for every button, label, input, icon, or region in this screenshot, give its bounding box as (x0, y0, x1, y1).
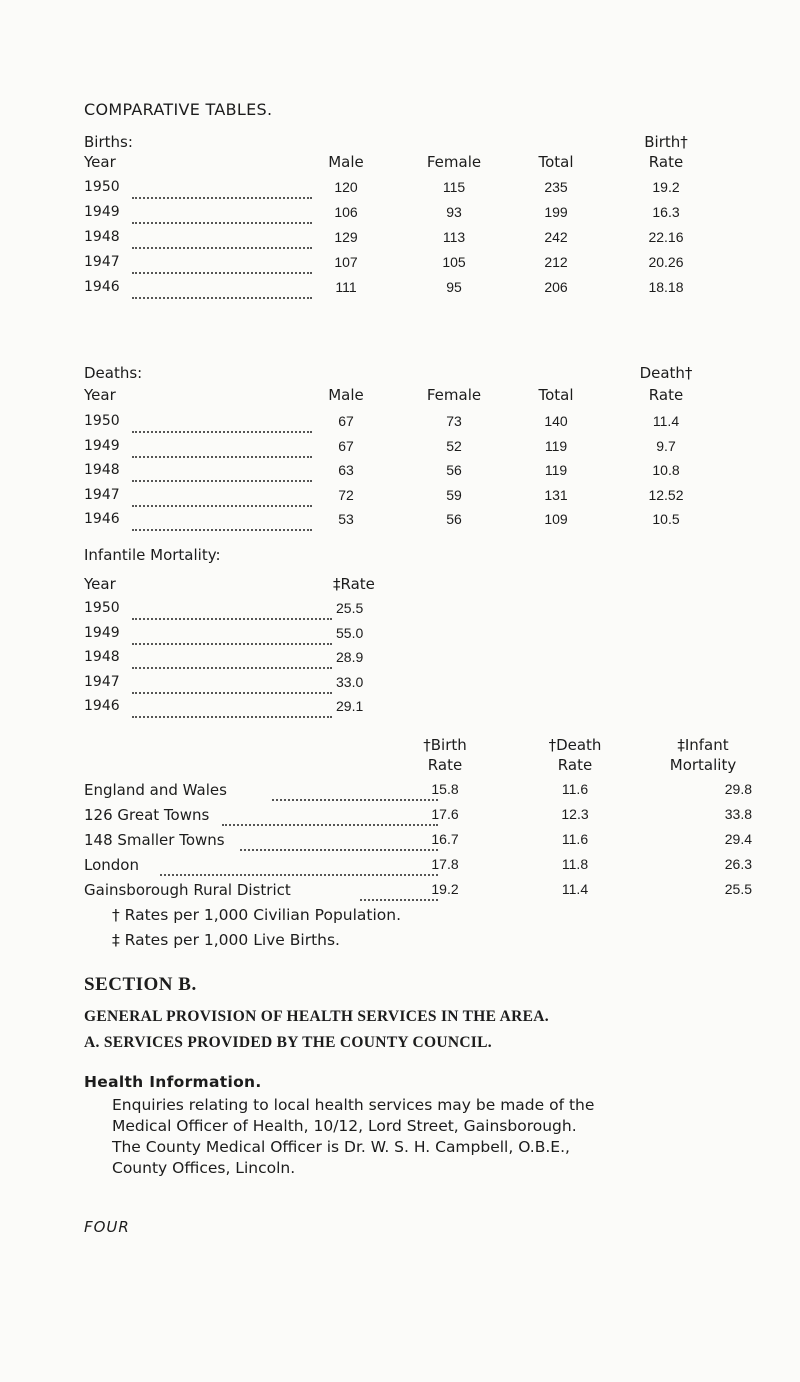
infantile-header-rate: ‡Rate (333, 575, 375, 593)
table-row (0, 487, 800, 509)
deaths-header-female: Female (426, 386, 482, 404)
row-male: 129 (334, 229, 358, 245)
row-total: 212 (544, 254, 568, 270)
table-row (0, 831, 800, 853)
row-infant-mortality: 33.8 (724, 806, 752, 822)
row-total: 199 (544, 204, 568, 220)
table-row (0, 254, 800, 276)
row-male: 111 (335, 279, 357, 295)
row-year: 1947 (84, 254, 120, 270)
row-rate: 19.2 (652, 179, 680, 195)
row-total: 119 (544, 437, 568, 454)
table-row (0, 413, 800, 435)
row-year: 1948 (84, 649, 120, 665)
row-infant-mortality: 29.8 (724, 781, 752, 797)
row-male: 63 (338, 462, 354, 478)
row-year: 1948 (84, 229, 120, 245)
row-total: 119 (544, 462, 568, 478)
row-rate: 18.18 (648, 279, 684, 295)
row-birth-rate: 19.2 (431, 881, 459, 897)
row-male: 120 (334, 179, 358, 195)
row-death-rate: 11.6 (561, 831, 589, 847)
row-rate: 16.3 (652, 204, 680, 220)
row-rate: 10.8 (652, 462, 680, 478)
dot-leader (132, 519, 312, 531)
row-area: 126 Great Towns (84, 806, 210, 824)
row-rate: 28.9 (336, 649, 364, 665)
births-header-female: Female (426, 153, 482, 171)
row-female: 93 (446, 204, 462, 220)
row-infant-mortality: 29.4 (724, 831, 752, 847)
table-row (0, 649, 800, 671)
paragraph-line: The County Medical Officer is Dr. W. S. H. Campbell, O.B.E., (112, 1138, 570, 1156)
row-death-rate: 11.8 (561, 856, 589, 872)
row-year: 1950 (84, 179, 120, 195)
comparison-header-death-top: †Death (548, 736, 602, 754)
row-birth-rate: 16.7 (431, 831, 459, 847)
page-title: COMPARATIVE TABLES. (84, 100, 273, 119)
dot-leader (132, 187, 312, 199)
row-death-rate: 12.3 (561, 806, 589, 822)
row-rate: 33.0 (336, 673, 364, 690)
row-year: 1948 (84, 462, 120, 478)
dot-leader (132, 495, 312, 507)
table-row (0, 806, 800, 828)
row-total: 131 (544, 486, 568, 503)
section-heading: SECTION B. (84, 974, 197, 995)
row-female: 115 (442, 179, 466, 195)
row-female: 59 (446, 486, 462, 503)
row-female: 56 (446, 511, 462, 527)
row-year: 1950 (84, 600, 120, 616)
row-area: London (84, 856, 139, 874)
info-paragraph (112, 1095, 594, 1179)
row-year: 1946 (84, 511, 120, 527)
deaths-header-year: Year (84, 386, 116, 404)
row-area: Gainsborough Rural District (84, 881, 291, 899)
row-rate: 11.4 (652, 413, 680, 429)
row-male: 53 (338, 511, 354, 527)
deaths-header-rate-top: Death† (639, 364, 693, 382)
row-female: 73 (446, 413, 462, 429)
comparison-header-death-bottom: Rate (557, 756, 593, 774)
row-death-rate: 11.6 (561, 781, 589, 797)
comparison-header-birth-bottom: Rate (427, 756, 463, 774)
dot-leader (132, 706, 332, 718)
row-year: 1949 (84, 437, 120, 454)
row-year: 1947 (84, 673, 120, 690)
row-year: 1950 (84, 413, 120, 429)
table-row (0, 698, 800, 720)
section-subheading: GENERAL PROVISION OF HEALTH SERVICES IN THE AREA. (84, 1008, 549, 1025)
table-row (0, 625, 800, 647)
row-infant-mortality: 26.3 (724, 856, 752, 872)
table-row (0, 856, 800, 878)
births-header-rate-top: Birth† (644, 133, 688, 151)
row-rate: 22.16 (648, 229, 684, 245)
row-birth-rate: 15.8 (431, 781, 459, 797)
infantile-header-year: Year (84, 575, 116, 593)
row-year: 1946 (84, 279, 120, 295)
table-row (0, 438, 800, 460)
births-header-male: Male (328, 153, 364, 171)
table-row (0, 881, 800, 903)
table-row (0, 204, 800, 226)
row-area: England and Wales (84, 781, 227, 799)
comparison-header-birth-top: †Birth (423, 736, 467, 754)
comparison-header-infant-top: ‡Infant (677, 736, 729, 754)
dot-leader (132, 237, 312, 249)
row-rate: 9.7 (656, 437, 676, 454)
row-rate: 29.1 (336, 698, 364, 714)
row-year: 1946 (84, 698, 120, 714)
table-row (0, 179, 800, 201)
row-year: 1949 (84, 204, 120, 220)
dot-leader (132, 212, 312, 224)
deaths-header-total: Total (538, 386, 574, 404)
row-male: 72 (338, 486, 354, 503)
comparison-header-infant-bottom: Mortality (669, 756, 737, 774)
paragraph-line: Enquiries relating to local health services may be made of the (112, 1096, 595, 1114)
info-heading: Health Information. (84, 1073, 262, 1091)
row-total: 140 (544, 413, 568, 429)
paragraph-line: Medical Officer of Health, 10/12, Lord Street, Gainsborough. (112, 1117, 577, 1135)
row-birth-rate: 17.8 (431, 856, 459, 872)
table-row (0, 600, 800, 622)
table-row (0, 674, 800, 696)
table-row (0, 462, 800, 484)
row-total: 235 (544, 179, 568, 195)
births-caption: Births: (84, 133, 133, 151)
table-row (0, 781, 800, 803)
dot-leader (132, 287, 312, 299)
row-female: 95 (446, 279, 462, 295)
births-header-total: Total (538, 153, 574, 171)
table-row (0, 511, 800, 533)
row-rate: 20.26 (648, 254, 684, 270)
row-male: 106 (334, 204, 358, 220)
dot-leader (132, 262, 312, 274)
section-subsection: A. SERVICES PROVIDED BY THE COUNTY COUNCIL. (84, 1034, 492, 1051)
row-rate: 25.5 (336, 600, 364, 616)
paragraph-line: County Offices, Lincoln. (112, 1159, 296, 1177)
row-year: 1949 (84, 624, 120, 641)
table-row (0, 229, 800, 251)
row-rate: 12.52 (648, 486, 684, 503)
row-male: 67 (338, 413, 354, 429)
page-footer: FOUR (84, 1218, 130, 1236)
footnote-double-dagger: ‡ Rates per 1,000 Live Births. (112, 931, 340, 949)
row-female: 105 (442, 254, 466, 270)
row-rate: 55.0 (336, 624, 364, 641)
row-rate: 10.5 (652, 511, 680, 527)
row-female: 56 (446, 462, 462, 478)
dot-leader (132, 682, 332, 694)
births-header-rate-bottom: Rate (648, 153, 684, 171)
dot-leader (132, 446, 312, 458)
row-infant-mortality: 25.5 (724, 881, 752, 897)
row-year: 1947 (84, 486, 120, 503)
table-row (0, 279, 800, 301)
deaths-header-male: Male (328, 386, 364, 404)
row-total: 206 (544, 279, 568, 295)
footnote-dagger: † Rates per 1,000 Civilian Population. (112, 906, 402, 924)
infantile-caption: Infantile Mortality: (84, 546, 221, 564)
deaths-caption: Deaths: (84, 364, 143, 382)
births-header-year: Year (84, 153, 116, 171)
dot-leader (132, 608, 332, 620)
row-total: 109 (544, 511, 568, 527)
row-male: 67 (338, 437, 354, 454)
row-birth-rate: 17.6 (431, 806, 459, 822)
dot-leader (132, 421, 312, 433)
deaths-header-rate-bottom: Rate (648, 386, 684, 404)
dot-leader (160, 864, 438, 876)
row-female: 113 (442, 229, 466, 245)
row-death-rate: 11.4 (561, 881, 589, 897)
dot-leader (132, 633, 332, 645)
row-male: 107 (334, 254, 358, 270)
dot-leader (132, 657, 332, 669)
dot-leader (132, 470, 312, 482)
row-female: 52 (446, 437, 462, 454)
row-area: 148 Smaller Towns (84, 831, 225, 849)
row-total: 242 (544, 229, 568, 245)
